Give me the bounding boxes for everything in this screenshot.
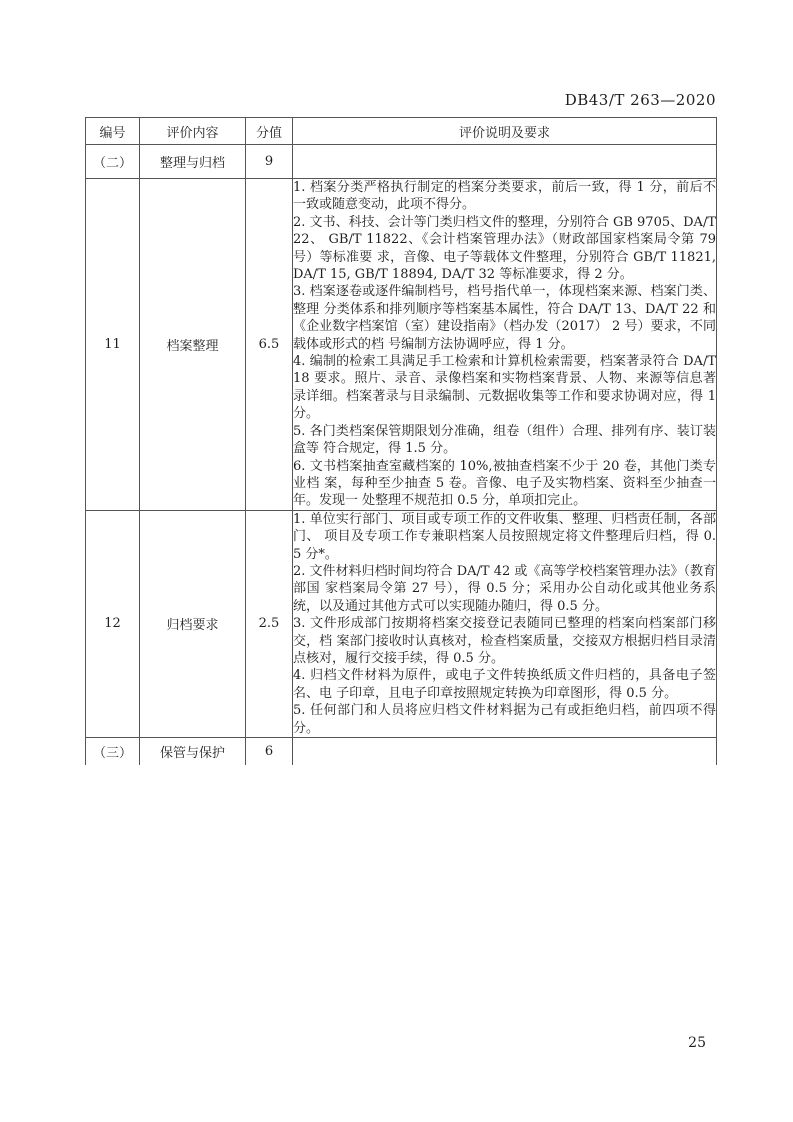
content-cell: 整理与归档 — [140, 145, 246, 179]
evaluation-table — [85, 117, 717, 765]
table-row-section-2 — [86, 145, 717, 179]
column-header-content: 评价内容 — [140, 118, 246, 145]
content-cell: 档案整理 — [140, 179, 246, 511]
description-item: 4. 编制的检索工具满足手工检索和计算机检索需要，档案著录符合 DA/T 18 要求。照片、录音、录像档案和实物档案背景、人物、来源等信息著录详细。档案著录与目录编制、元数据收集等工作和要求协调对应，得 1 分。 — [293, 354, 716, 422]
content-cell: 保管与保护 — [140, 738, 246, 765]
content-cell: 归档要求 — [140, 510, 246, 737]
row-id-cell: （三） — [86, 738, 140, 765]
description-item: 4. 归档文件材料为原件，或电子文件转换纸质文件归档的，具备电子签名、电 子印章，且电子印章按照规定转换为印章图形，得 0.5 分。 — [293, 668, 716, 701]
row-id-cell: 12 — [86, 510, 140, 737]
column-header-description: 评价说明及要求 — [293, 118, 717, 145]
row-id-cell: 11 — [86, 179, 140, 511]
description-item: 6. 文书档案抽查室藏档案的 10%,被抽查档案不少于 20 卷，其他门类专业档 案，每种至少抽查 5 卷。音像、电子及实物档案、资料至少抽查一年。发现一 处整理不规范扣 0.5 分，单项扣完止。 — [293, 458, 716, 509]
description-item: 1. 单位实行部门、项目或专项工作的文件收集、整理、归档责任制，各部门、 项目及专项工作专兼职档案人员按照规定将文件整理后归档，得 0. 5 分*。 — [293, 511, 716, 562]
score-cell: 2.5 — [246, 510, 293, 737]
description-cell-empty — [293, 738, 717, 765]
document-standard-number: DB43/T 263—2020 — [564, 91, 716, 109]
description-item: 3. 档案逐卷或逐件编制档号，档号指代单一，体现档案来源、档案门类、整理 分类体系和排列顺序等档案基本属性，符合 DA/T 13、DA/T 22 和《企业数字档案馆（室）建设指南》（档办发（2017） 2 号）要求，不同载体或形式的档 号编制方法协调呼应，得 1 分。 — [293, 284, 716, 352]
description-cell — [293, 510, 717, 737]
row-id-cell: （二） — [86, 145, 140, 179]
score-cell: 6 — [246, 738, 293, 765]
description-item: 5. 任何部门和人员将应归档文件材料据为己有或拒绝归档，前四项不得分。 — [293, 703, 716, 736]
column-header-number: 编号 — [86, 118, 140, 145]
description-item: 5. 各门类档案保管期限划分准确，组卷（组件）合理、排列有序、装订装盒等 符合规定，得 1.5 分。 — [293, 423, 716, 457]
description-cell-empty — [293, 145, 717, 179]
score-cell: 9 — [246, 145, 293, 179]
page-number: 25 — [688, 1035, 706, 1051]
score-cell: 6.5 — [246, 179, 293, 511]
description-item: 3. 文件形成部门按期将档案交接登记表随同已整理的档案向档案部门移交，档 案部门接收时认真核对，检查档案质量，交接双方根据归档目录清点核对，履行交接手续，得 0.5 分。 — [293, 616, 716, 666]
table-row-item-12 — [86, 510, 717, 737]
table-row-item-11 — [86, 179, 717, 511]
description-item: 2. 文件材料归档时间均符合 DA/T 42 或《高等学校档案管理办法》（教育部国 家档案局令第 27 号），得 0.5 分；采用办公自动化或其他业务系统，以及通过其他方式可以实现随办随归，得 0.5 分。 — [293, 563, 716, 614]
description-item: 2. 文书、科技、会计等门类归档文件的整理，分别符合 GB 9705、DA/T 22、 GB/T 11822、《会计档案管理办法》（财政部国家档案局令第 79 号）等标准要 求，音像、电子等载体文件整理，分别符合 GB/T 11821, DA/T 15, GB/T 18894, DA/T 32 等标准要求，得 2 分。 — [293, 214, 716, 283]
description-item: 1. 档案分类严格执行制定的档案分类要求，前后一致，得 1 分，前后不一致或随意变动，此项不得分。 — [293, 180, 716, 213]
description-cell — [293, 179, 717, 511]
table-header-row — [86, 118, 717, 145]
table-row-section-3 — [86, 738, 717, 765]
column-header-score: 分值 — [246, 118, 293, 145]
